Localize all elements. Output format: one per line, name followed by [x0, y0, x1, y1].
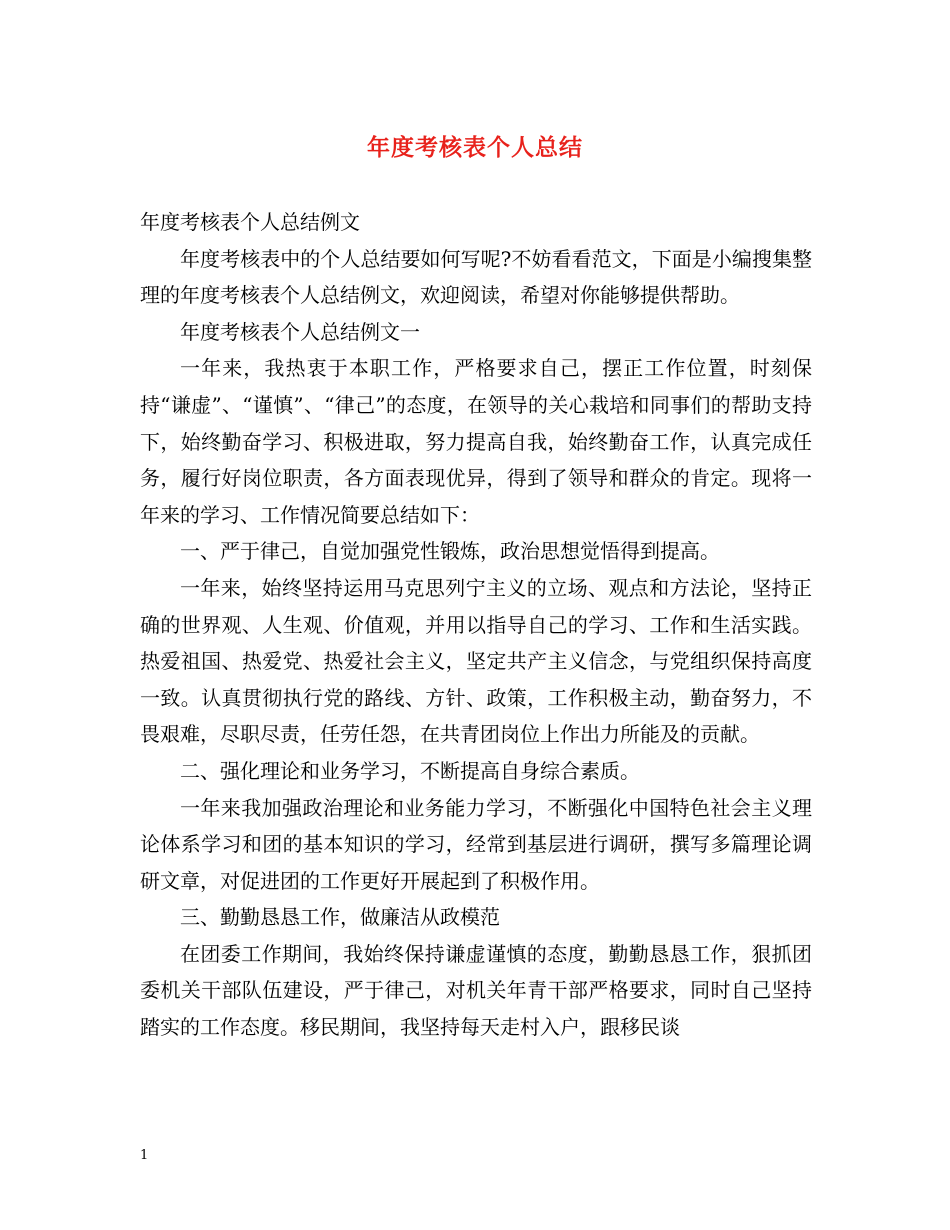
section-heading-1: 一、严于律己，自觉加强党性锻炼，政治思想觉悟得到提高。 [180, 539, 720, 564]
document-title: 年度考核表个人总结 [367, 134, 583, 161]
body-paragraph: 一年来，我热衷于本职工作，严格要求自己，摆正工作位置，时刻保持“谦虚”、“谨慎”、“律己”的态度，在领导的关心栽培和同事们的帮助支持下，始终勤奋学习、积极进取，努力提高自我，始终勤奋工作，认真完成任务，履行好岗位职责，各方面表现优异，得到了领导和群众的肯定。现将一年来的学习、工作情况简要总结如下： [140, 356, 812, 527]
section-heading-2: 二、强化理论和业务学习，不断提高自身综合素质。 [180, 758, 640, 783]
body-paragraph: 一年来我加强政治理论和业务能力学习，不断强化中国特色社会主义理论体系学习和团的基本知识的学习，经常到基层进行调研，撰写多篇理论调研文章，对促进团的工作更好开展起到了积极作用。 [140, 795, 812, 893]
subtitle-paragraph: 年度考核表个人总结例文 [140, 210, 360, 234]
body-paragraph: 一年来，始终坚持运用马克思列宁主义的立场、观点和方法论，坚持正确的世界观、人生观、价值观，并用以指导自己的学习、工作和生活实践。热爱祖国、热爱党、热爱社会主义，坚定共产主义信念，与党组织保持高度一致。认真贯彻执行党的路线、方针、政策，工作积极主动，勤奋努力，不畏艰难，尽职尽责，任劳任怨，在共青团岗位上作出力所能及的贡献。 [140, 575, 812, 747]
body-paragraph: 在团委工作期间，我始终保持谦虚谨慎的态度，勤勤恳恳工作，狠抓团委机关干部队伍建设，严于律己，对机关年青干部严格要求，同时自己坚持踏实的工作态度。移民期间，我坚持每天走村入户，跟移民谈 [140, 941, 812, 1040]
section-heading-3: 三、勤勤恳恳工作，做廉洁从政模范 [180, 905, 500, 930]
page-number: 1 [140, 1148, 149, 1163]
section-heading-example-one: 年度考核表个人总结例文一 [180, 319, 420, 344]
document-body [140, 204, 812, 1046]
intro-paragraph: 年度考核表中的个人总结要如何写呢?不妨看看范文，下面是小编搜集整理的年度考核表个人总结例文，欢迎阅读，希望对你能够提供帮助。 [140, 246, 812, 308]
